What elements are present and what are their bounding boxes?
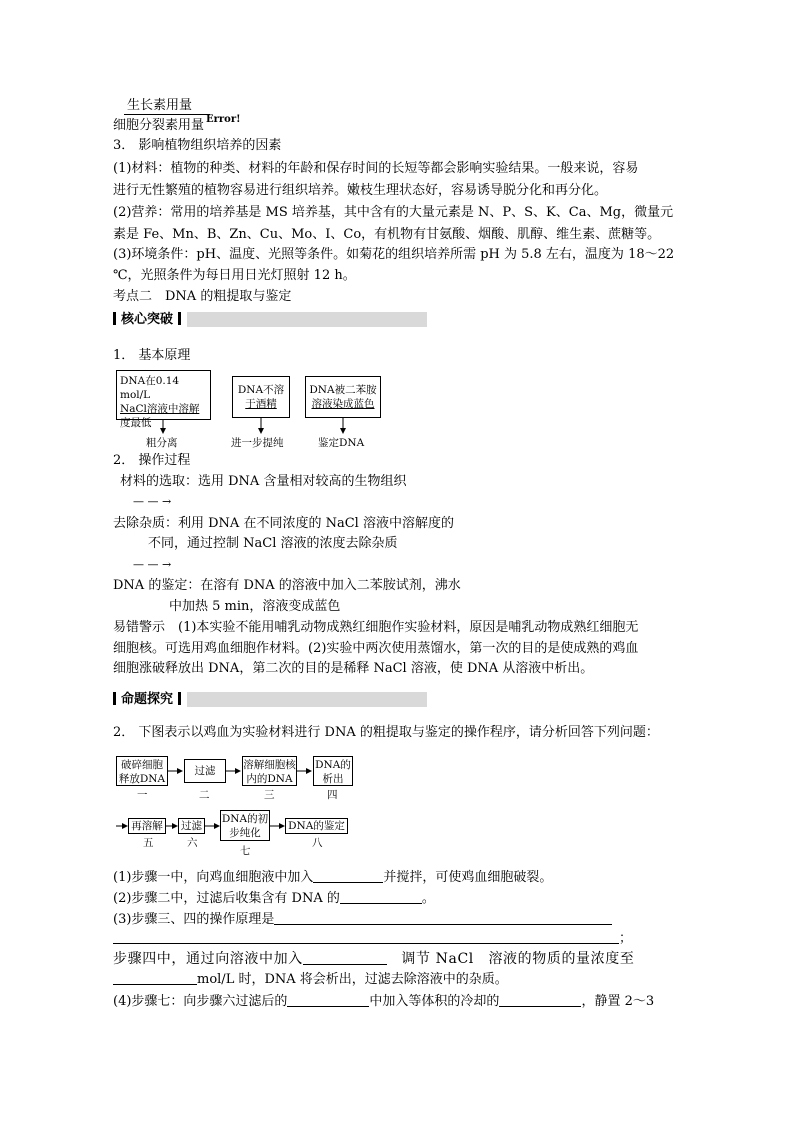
question-3-cont: ； bbox=[113, 930, 632, 948]
principle-box-diphenylamine: DNA被二苯胺 溶液染成蓝色 bbox=[305, 376, 381, 418]
principle-label-crude: 粗分离 bbox=[146, 437, 178, 449]
question-step4: 步骤四中，通过向溶液中加入 调节 NaCl 溶液的物质的量浓度至 bbox=[113, 951, 635, 967]
process-remove-impurity: 去除杂质：利用 DNA 在不同浓度的 NaCl 溶液中溶解度的 bbox=[113, 516, 454, 531]
process-identify-cont: 中加热 5 min，溶液变成蓝色 bbox=[169, 599, 341, 614]
step-number: 八 bbox=[312, 837, 323, 849]
question-1: (1)步骤一中，向鸡血细胞液中加入 并搅拌，可使鸡血细胞破裂。 bbox=[113, 870, 553, 885]
error-mark: Error! bbox=[206, 114, 241, 125]
principle-heading: 1． 基本原理 bbox=[113, 348, 191, 363]
step-box-5: 再溶解 bbox=[128, 818, 166, 834]
paragraph-line: 素是 Fe、Mn、B、Zn、Cu、Mo、I、Co，有机物有甘氨酸、烟酸、肌醇、维生素、蔗糖等。 bbox=[113, 227, 661, 242]
bar-mark-icon bbox=[178, 692, 181, 705]
process-remove-impurity-cont: 不同，通过控制 NaCl 溶液的浓度去除杂质 bbox=[148, 536, 398, 551]
principle-box-alcohol: DNA不溶 于酒精 bbox=[232, 376, 290, 418]
question-stem: 2． 下图表示以鸡血为实验材料进行 DNA 的粗提取与鉴定的操作程序，请分析回答下列问题： bbox=[113, 725, 659, 740]
step-box-7: DNA的初 步纯化 bbox=[220, 810, 270, 841]
step-box-2: 过滤 bbox=[184, 759, 226, 783]
step-number: 三 bbox=[264, 789, 275, 801]
step-box-6: 过滤 bbox=[178, 818, 205, 834]
step-box-8: DNA的鉴定 bbox=[285, 818, 348, 834]
step-number: 七 bbox=[240, 845, 251, 857]
process-arrow: — — → bbox=[133, 495, 172, 508]
section-title: 命题探究 bbox=[113, 692, 187, 707]
ratio-denominator: 细胞分裂素用量 $^{Error!}$ bbox=[113, 114, 241, 133]
process-material: 材料的选取：选用 DNA 含量相对较高的生物组织 bbox=[120, 474, 407, 489]
principle-label-purify: 进一步提纯 bbox=[231, 437, 284, 449]
section-bar-exploration bbox=[113, 692, 427, 707]
bar-mark-icon bbox=[113, 692, 116, 705]
process-heading: 2． 操作过程 bbox=[113, 453, 191, 468]
section-title: 核心突破 bbox=[113, 312, 187, 327]
step-number: 二 bbox=[199, 789, 210, 801]
answer-blank[interactable] bbox=[113, 930, 619, 944]
step-box-4: DNA的 析出 bbox=[313, 756, 353, 786]
step-box-1: 破碎细胞 释放DNA bbox=[116, 756, 168, 786]
question-4: (4)步骤七：向步骤六过滤后的 中加入等体积的冷却的 ，静置 2～3 bbox=[113, 994, 655, 1009]
step-number: 一 bbox=[137, 789, 148, 801]
principle-box-solubility: DNA在0.14 mol/L NaCl溶液中溶解 度最低 bbox=[116, 370, 211, 420]
step-number: 六 bbox=[187, 837, 198, 849]
step-number: 五 bbox=[143, 837, 154, 849]
heading-factors: 3． 影响植物组织培养的因素 bbox=[113, 138, 282, 153]
warning-line: 细胞核。可选用鸡血细胞作材料。(2)实验中两次使用蒸馏水，第一次的目的是使成熟的鸡血 bbox=[113, 641, 639, 656]
process-arrow: — — → bbox=[133, 558, 172, 571]
ratio-numerator: 生长素用量 bbox=[127, 98, 193, 113]
answer-blank[interactable] bbox=[287, 993, 369, 1007]
question-2: (2)步骤二中，过滤后收集含有 DNA 的 。 bbox=[113, 891, 435, 906]
answer-blank[interactable] bbox=[303, 951, 387, 965]
answer-blank[interactable] bbox=[274, 911, 612, 925]
step-number: 四 bbox=[327, 789, 338, 801]
process-identify: DNA 的鉴定：在溶有 DNA 的溶液中加入二苯胺试剂，沸水 bbox=[113, 578, 461, 593]
topic-heading: 考点二 DNA 的粗提取与鉴定 bbox=[113, 289, 292, 304]
question-3: (3)步骤三、四的操作原理是 bbox=[113, 911, 612, 929]
question-step4-cont: mol/L 时，DNA 将会析出，过滤去除溶液中的杂质。 bbox=[113, 971, 508, 989]
paragraph-line: (3)环境条件：pH、温度、光照等条件。如菊花的组织培养所需 pH 为 5.8 左右，温度为 18～22 bbox=[113, 247, 675, 262]
answer-blank[interactable] bbox=[313, 869, 383, 883]
paragraph-line: (1)材料：植物的种类、材料的年龄和保存时间的长短等都会影响实验结果。一般来说，容易 bbox=[113, 161, 639, 176]
warning-line: 易错警示 (1)本实验不能用哺乳动物成熟红细胞作实验材料，原因是哺乳动物成熟红细胞无 bbox=[113, 620, 639, 635]
answer-blank[interactable] bbox=[113, 971, 197, 985]
warning-line: 细胞涨破释放出 DNA，第二次的目的是稀释 NaCl 溶液，使 DNA 从溶液中析出。 bbox=[113, 661, 594, 676]
step-box-3: 溶解细胞核 内的DNA bbox=[242, 756, 297, 786]
paragraph-line: 进行无性繁殖的植物容易进行组织培养。嫩枝生理状态好，容易诱导脱分化和再分化。 bbox=[113, 183, 608, 198]
principle-label-identify: 鉴定DNA bbox=[318, 437, 365, 449]
paragraph-line: (2)营养：常用的培养基是 MS 培养基，其中含有的大量元素是 N、P、S、K、Ca、Mg，微量元 bbox=[113, 205, 674, 220]
answer-blank[interactable] bbox=[340, 890, 422, 904]
answer-blank[interactable] bbox=[499, 993, 581, 1007]
paragraph-line: ℃，光照条件为每日用日光灯照射 12 h。 bbox=[113, 268, 356, 283]
